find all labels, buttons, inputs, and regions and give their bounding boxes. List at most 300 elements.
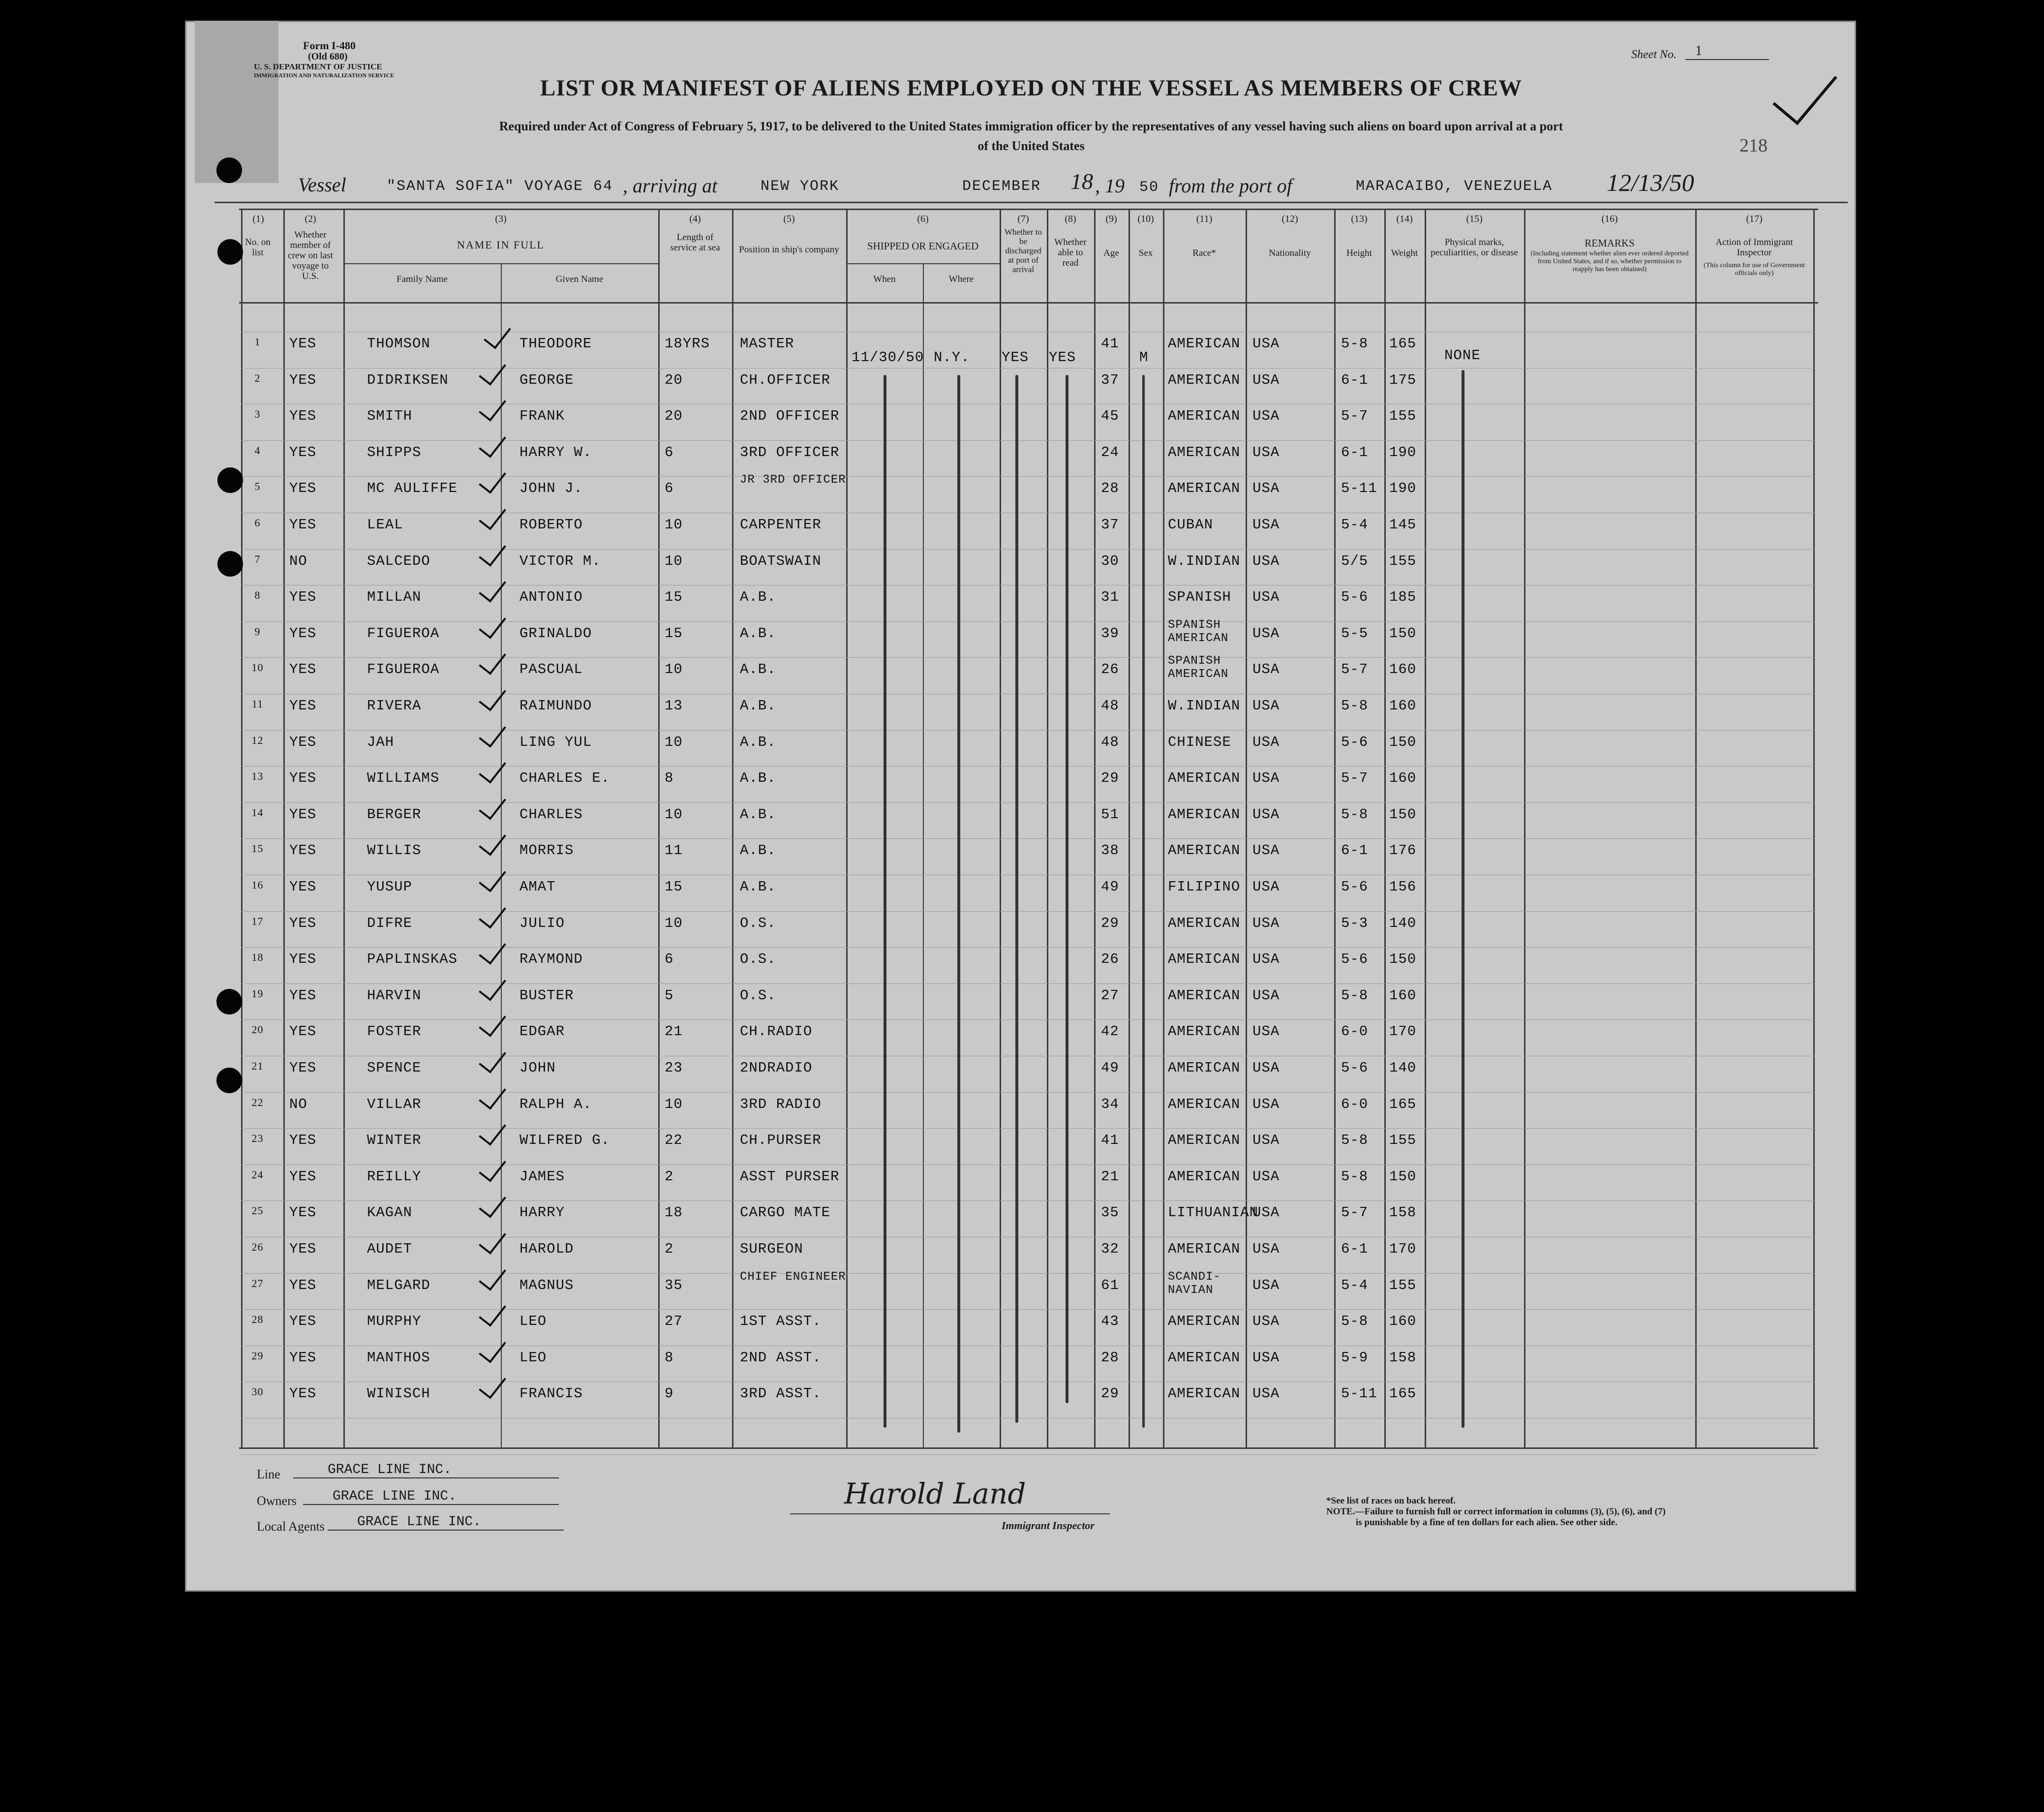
cell-service: 10 <box>665 661 683 678</box>
cell-age: 26 <box>1101 951 1119 968</box>
line-value: GRACE LINE INC. <box>293 1462 559 1478</box>
cell-position: A.B. <box>740 625 776 642</box>
cell-race: SPANISH AMERICAN <box>1168 618 1229 645</box>
cell-no: 23 <box>251 1132 264 1145</box>
cell-family: MURPHY <box>367 1313 422 1330</box>
ditto-line-when <box>884 375 886 1428</box>
col-head-where: Where <box>948 274 974 284</box>
cell-no: 28 <box>251 1313 264 1326</box>
cell-given: AMAT <box>519 879 556 895</box>
col-head-action-detail: (This column for use of Government officials only) <box>1704 262 1805 277</box>
col-num-10: (10) <box>1137 214 1154 224</box>
cell-position: BOATSWAIN <box>740 553 822 569</box>
cell-given: LING YUL <box>519 734 592 750</box>
cell-no: 21 <box>251 1060 264 1072</box>
cell-height: 5-7 <box>1341 1204 1369 1221</box>
col-head-remarks: REMARKS <box>1585 237 1635 249</box>
cell-service: 13 <box>665 698 683 714</box>
year-prefix: , 19 <box>1095 175 1125 197</box>
cell-last: YES <box>289 806 317 823</box>
check-mark <box>479 501 506 530</box>
cell-service: 15 <box>665 625 683 642</box>
cell-race: W.INDIAN <box>1168 553 1241 569</box>
row-line <box>241 911 1815 912</box>
row-line <box>241 730 1815 731</box>
cell-age: 45 <box>1101 408 1119 425</box>
cell-family: THOMSON <box>367 336 430 352</box>
cell-weight: 150 <box>1389 734 1417 750</box>
binder-hole <box>217 467 243 493</box>
col-num-14: (14) <box>1396 214 1413 224</box>
owners-label: Owners <box>257 1494 297 1508</box>
cell-given: RAIMUNDO <box>519 698 592 714</box>
line-label: Line <box>257 1467 280 1481</box>
cell-position: O.S. <box>740 987 776 1004</box>
cell-last: YES <box>289 1023 317 1040</box>
cell-race: FILIPINO <box>1168 879 1241 895</box>
cell-age: 28 <box>1101 480 1119 497</box>
column-line <box>1524 209 1525 1448</box>
cell-family: BERGER <box>367 806 422 823</box>
col-head-sex: Sex <box>1138 248 1153 258</box>
row-line <box>241 983 1815 984</box>
cell-weight: 160 <box>1389 698 1417 714</box>
cell-given: WILFRED G. <box>519 1132 610 1149</box>
binder-hole <box>217 551 243 577</box>
cell-family: PAPLINSKAS <box>367 951 458 968</box>
cell-nat: USA <box>1252 1385 1280 1402</box>
check-mark <box>479 646 506 675</box>
sheet-label: Sheet No. <box>1631 48 1677 61</box>
col-head-last-voyage: Whether member of crew on last voyage to U.S. <box>288 230 333 281</box>
cell-position: A.B. <box>740 734 776 750</box>
cell-family: MELGARD <box>367 1277 430 1293</box>
row-line <box>241 1092 1815 1093</box>
cell-height: 5-8 <box>1341 1132 1369 1149</box>
cell-weight: 150 <box>1389 806 1417 823</box>
cell-service: 2 <box>665 1241 674 1257</box>
column-line <box>846 209 848 1448</box>
cell-given: HARRY W. <box>519 444 592 461</box>
col-head-service: Length of service at sea <box>670 232 720 253</box>
cell-nat: USA <box>1252 1060 1280 1076</box>
cell-service: 9 <box>665 1385 674 1402</box>
cell-no: 8 <box>254 589 261 602</box>
binder-hole <box>216 157 242 183</box>
check-mark <box>479 682 506 711</box>
cell-nat: USA <box>1252 1241 1280 1257</box>
cell-weight: 165 <box>1389 1096 1417 1112</box>
cell-last: YES <box>289 1168 317 1185</box>
cell-last: YES <box>289 1313 317 1330</box>
cell-last: YES <box>289 879 317 895</box>
cell-nat: USA <box>1252 734 1280 750</box>
cell-given: JULIO <box>519 915 565 931</box>
cell-height: 5-6 <box>1341 734 1369 750</box>
cell-no: 3 <box>254 408 261 421</box>
cell-weight: 140 <box>1389 915 1417 931</box>
cell-weight: 160 <box>1389 1313 1417 1330</box>
check-mark <box>479 573 506 602</box>
shipped-when-value: 11/30/50 <box>852 349 924 366</box>
cell-weight: 150 <box>1389 1168 1417 1185</box>
check-mark <box>479 899 506 928</box>
cell-family: FIGUEROA <box>367 661 440 678</box>
check-mark <box>479 356 506 385</box>
check-mark <box>479 610 506 639</box>
cell-height: 5-8 <box>1341 698 1369 714</box>
cell-height: 6-1 <box>1341 1241 1369 1257</box>
cell-nat: USA <box>1252 625 1280 642</box>
check-mark <box>479 935 506 964</box>
from-port: MARACAIBO, VENEZUELA <box>1356 178 1553 195</box>
sex-value: M <box>1139 349 1149 366</box>
cell-given: VICTOR M. <box>519 553 601 569</box>
cell-age: 21 <box>1101 1168 1119 1185</box>
cell-position: JR 3RD OFFICER <box>740 473 846 487</box>
cell-family: MANTHOS <box>367 1349 430 1366</box>
cell-service: 15 <box>665 589 683 606</box>
cell-age: 41 <box>1101 1132 1119 1149</box>
cell-age: 41 <box>1101 336 1119 352</box>
table-top-border <box>239 209 1818 210</box>
cell-nat: USA <box>1252 661 1280 678</box>
cell-family: HARVIN <box>367 987 422 1004</box>
cell-no: 9 <box>254 625 261 638</box>
cell-no: 18 <box>251 951 264 964</box>
cell-given: GRINALDO <box>519 625 592 642</box>
row-line <box>241 1454 1815 1455</box>
cell-last: NO <box>289 553 307 569</box>
check-mark <box>479 791 506 820</box>
cell-last: YES <box>289 1204 317 1221</box>
cell-age: 29 <box>1101 770 1119 787</box>
agents-value: GRACE LINE INC. <box>328 1514 564 1531</box>
check-mark <box>479 429 506 458</box>
cell-given: CHARLES <box>519 806 583 823</box>
cell-given: ANTONIO <box>519 589 583 606</box>
cell-no: 14 <box>251 806 264 819</box>
row-line <box>241 838 1815 839</box>
cell-age: 43 <box>1101 1313 1119 1330</box>
cell-position: O.S. <box>740 915 776 931</box>
col-head-family-name: Family Name <box>397 274 448 284</box>
cell-height: 6-1 <box>1341 444 1369 461</box>
cell-family: JAH <box>367 734 395 750</box>
cell-height: 5-5 <box>1341 625 1369 642</box>
table-bottom-border <box>239 1447 1818 1449</box>
cell-nat: USA <box>1252 1096 1280 1112</box>
cell-last: YES <box>289 336 317 352</box>
cell-race: SPANISH AMERICAN <box>1168 654 1229 681</box>
cell-race: AMERICAN <box>1168 842 1241 859</box>
cell-age: 42 <box>1101 1023 1119 1040</box>
col-head-no: No. on list <box>245 237 271 258</box>
cell-last: YES <box>289 517 317 533</box>
cell-age: 49 <box>1101 879 1119 895</box>
cell-given: FRANCIS <box>519 1385 583 1402</box>
cell-no: 10 <box>251 661 264 674</box>
cell-service: 6 <box>665 444 674 461</box>
cell-nat: USA <box>1252 1023 1280 1040</box>
cell-height: 5-7 <box>1341 408 1369 425</box>
page-title: LIST OR MANIFEST OF ALIENS EMPLOYED ON THE VESSEL AS MEMBERS OF CREW <box>540 75 1523 101</box>
cell-race: AMERICAN <box>1168 1241 1241 1257</box>
cell-position: CARPENTER <box>740 517 822 533</box>
cell-service: 10 <box>665 806 683 823</box>
col-head-height: Height <box>1346 248 1372 258</box>
cell-age: 24 <box>1101 444 1119 461</box>
column-line <box>1094 209 1096 1448</box>
cell-height: 5-6 <box>1341 589 1369 606</box>
cell-weight: 176 <box>1389 842 1417 859</box>
row-line <box>241 621 1815 622</box>
col-head-remarks-detail: (Including statement whether alien ever ordered deported from United States, and if so, whether permission to reapply has been obtained) <box>1530 250 1689 273</box>
cell-nat: USA <box>1252 1313 1280 1330</box>
cell-age: 31 <box>1101 589 1119 606</box>
cell-weight: 155 <box>1389 408 1417 425</box>
cell-no: 11 <box>251 698 264 710</box>
cell-weight: 165 <box>1389 336 1417 352</box>
check-mark <box>479 1153 506 1182</box>
form-old: (Old 680) <box>308 51 348 62</box>
cell-no: 16 <box>251 879 264 891</box>
cell-service: 10 <box>665 1096 683 1112</box>
cell-nat: USA <box>1252 589 1280 606</box>
cell-position: A.B. <box>740 661 776 678</box>
cell-service: 10 <box>665 915 683 931</box>
cell-service: 27 <box>665 1313 683 1330</box>
check-mark <box>479 718 506 747</box>
cell-given: HARRY <box>519 1204 565 1221</box>
cell-weight: 155 <box>1389 1277 1417 1293</box>
cell-position: SURGEON <box>740 1241 803 1257</box>
cell-nat: USA <box>1252 987 1280 1004</box>
cell-race: AMERICAN <box>1168 480 1241 497</box>
cell-given: THEODORE <box>519 336 592 352</box>
col-head-name: NAME IN FULL <box>457 239 545 251</box>
binder-hole <box>216 989 242 1014</box>
cell-nat: USA <box>1252 1277 1280 1293</box>
cell-no: 5 <box>254 480 261 493</box>
check-mark <box>479 1080 506 1109</box>
ditto-line-discharged <box>1015 375 1018 1423</box>
cell-service: 10 <box>665 734 683 750</box>
col-head-action: Action of Immigrant Inspector <box>1715 237 1793 258</box>
cell-given: MORRIS <box>519 842 574 859</box>
cell-family: WILLIAMS <box>367 770 440 787</box>
marks-value: NONE <box>1444 347 1481 364</box>
arrival-day: 18 <box>1070 169 1093 194</box>
cell-no: 1 <box>254 336 261 348</box>
col-num-3: (3) <box>495 214 507 224</box>
cell-height: 5-8 <box>1341 1313 1369 1330</box>
cell-last: YES <box>289 480 317 497</box>
cell-race: AMERICAN <box>1168 371 1241 388</box>
cell-position: 2NDRADIO <box>740 1060 813 1076</box>
row-line <box>241 368 1815 369</box>
cell-position: 3RD OFFICER <box>740 444 840 461</box>
cell-family: FIGUEROA <box>367 625 440 642</box>
cell-position: A.B. <box>740 698 776 714</box>
col-num-7: (7) <box>1017 214 1029 224</box>
row-line <box>241 1019 1815 1020</box>
col-head-shipped: SHIPPED OR ENGAGED <box>867 240 979 252</box>
cell-nat: USA <box>1252 1132 1280 1149</box>
cell-race: AMERICAN <box>1168 915 1241 931</box>
cell-last: YES <box>289 1241 317 1257</box>
check-mark <box>479 827 506 856</box>
cell-race: AMERICAN <box>1168 1168 1241 1185</box>
cell-position: A.B. <box>740 879 776 895</box>
check-mark <box>479 1044 506 1073</box>
cell-age: 48 <box>1101 734 1119 750</box>
check-mark <box>484 320 511 349</box>
cell-race: LITHUANIAN <box>1168 1204 1259 1221</box>
cell-service: 20 <box>665 371 683 388</box>
cell-given: GEORGE <box>519 371 574 388</box>
col-num-13: (13) <box>1351 214 1368 224</box>
cell-family: DIDRIKSEN <box>367 371 449 388</box>
cell-given: PASCUAL <box>519 661 583 678</box>
cell-family: DIFRE <box>367 915 413 931</box>
row-line <box>241 1309 1815 1310</box>
form-service: IMMIGRATION AND NATURALIZATION SERVICE <box>254 72 395 79</box>
cell-given: LEO <box>519 1349 547 1366</box>
cell-no: 30 <box>251 1385 264 1398</box>
cell-nat: USA <box>1252 1204 1280 1221</box>
cell-family: AUDET <box>367 1241 413 1257</box>
cell-family: REILLY <box>367 1168 422 1185</box>
row-line <box>241 1273 1815 1274</box>
cell-weight: 160 <box>1389 987 1417 1004</box>
cell-given: ROBERTO <box>519 517 583 533</box>
cell-age: 32 <box>1101 1241 1119 1257</box>
cell-position: 2ND OFFICER <box>740 408 840 425</box>
subtitle-line-2: of the United States <box>977 139 1085 153</box>
cell-service: 11 <box>665 842 683 859</box>
cell-height: 6-0 <box>1341 1096 1369 1112</box>
cell-last: YES <box>289 1277 317 1293</box>
cell-service: 10 <box>665 517 683 533</box>
cell-nat: USA <box>1252 371 1280 388</box>
cell-family: SALCEDO <box>367 553 430 569</box>
cell-age: 61 <box>1101 1277 1119 1293</box>
cell-given: CHARLES E. <box>519 770 610 787</box>
footnote-fine-1: NOTE.—Failure to furnish full or correct information in columns (3), (5), (6), and (7) <box>1326 1506 1666 1517</box>
cell-age: 49 <box>1101 1060 1119 1076</box>
col-head-given-name: Given Name <box>555 274 604 284</box>
cell-race: AMERICAN <box>1168 1060 1241 1076</box>
cell-given: EDGAR <box>519 1023 565 1040</box>
col-num-12: (12) <box>1281 214 1298 224</box>
check-mark <box>479 1370 506 1399</box>
cell-race: AMERICAN <box>1168 444 1241 461</box>
cell-last: YES <box>289 1060 317 1076</box>
cell-last: YES <box>289 987 317 1004</box>
cell-height: 5-8 <box>1341 1168 1369 1185</box>
cell-race: AMERICAN <box>1168 806 1241 823</box>
cell-age: 34 <box>1101 1096 1119 1112</box>
from-port-label: from the port of <box>1169 175 1292 197</box>
cell-height: 5-6 <box>1341 951 1369 968</box>
cell-race: CUBAN <box>1168 517 1214 533</box>
column-line <box>732 209 733 1448</box>
cell-last: YES <box>289 698 317 714</box>
cell-age: 28 <box>1101 1349 1119 1366</box>
cell-position: 1ST ASST. <box>740 1313 822 1330</box>
vessel-underline <box>214 202 1848 203</box>
cell-race: SPANISH <box>1168 589 1231 606</box>
binder-hole <box>217 239 243 265</box>
column-line <box>1334 209 1336 1448</box>
cell-height: 5-9 <box>1341 1349 1369 1366</box>
cell-no: 24 <box>251 1168 264 1181</box>
cell-last: YES <box>289 915 317 931</box>
form-dept: U. S. DEPARTMENT OF JUSTICE <box>254 62 382 71</box>
cell-family: MILLAN <box>367 589 422 606</box>
cell-service: 15 <box>665 879 683 895</box>
vessel-name: "SANTA SOFIA" VOYAGE 64 <box>387 178 613 195</box>
manifest-sheet <box>185 21 1856 1592</box>
cell-age: 26 <box>1101 661 1119 678</box>
cell-no: 20 <box>251 1023 264 1036</box>
cell-service: 8 <box>665 1349 674 1366</box>
ditto-line-sex <box>1142 375 1145 1428</box>
cell-last: YES <box>289 842 317 859</box>
cell-family: WINTER <box>367 1132 422 1149</box>
column-line <box>1163 209 1164 1448</box>
cell-height: 5-7 <box>1341 770 1369 787</box>
cell-nat: USA <box>1252 444 1280 461</box>
column-line <box>1695 209 1697 1448</box>
ditto-line-marks <box>1462 370 1464 1428</box>
cell-nat: USA <box>1252 1349 1280 1366</box>
cell-given: JOHN J. <box>519 480 583 497</box>
cell-position: CH.PURSER <box>740 1132 822 1149</box>
col-head-position: Position in ship's company <box>739 245 839 255</box>
column-line <box>1047 209 1048 1448</box>
col-num-5: (5) <box>783 214 795 224</box>
cell-weight: 140 <box>1389 1060 1417 1076</box>
cell-nat: USA <box>1252 879 1280 895</box>
read-value: YES <box>1049 349 1076 366</box>
row-line <box>241 440 1815 441</box>
row-line <box>241 1200 1815 1201</box>
cell-no: 22 <box>251 1096 264 1108</box>
subtitle-line-1: Required under Act of Congress of February 5, 1917, to be delivered to the United States immigration officer by the representatives of any vessel having such aliens on board upon arrival at a port <box>499 119 1563 133</box>
cell-service: 20 <box>665 408 683 425</box>
cell-race: AMERICAN <box>1168 1096 1241 1112</box>
check-mark <box>479 1116 506 1145</box>
cell-position: CH.RADIO <box>740 1023 813 1040</box>
check-mark <box>479 1189 506 1218</box>
cell-weight: 145 <box>1389 517 1417 533</box>
cell-weight: 165 <box>1389 1385 1417 1402</box>
arrival-port: NEW YORK <box>761 178 840 195</box>
cell-height: 5-11 <box>1341 1385 1377 1402</box>
cell-family: WILLIS <box>367 842 422 859</box>
cell-position: ASST PURSER <box>740 1168 840 1185</box>
check-mark <box>479 392 506 421</box>
check-mark <box>479 1225 506 1254</box>
cell-weight: 156 <box>1389 879 1417 895</box>
cell-given: RAYMOND <box>519 951 583 968</box>
cell-family: LEAL <box>367 517 403 533</box>
cell-nat: USA <box>1252 698 1280 714</box>
cell-nat: USA <box>1252 336 1280 352</box>
cell-height: 5-8 <box>1341 806 1369 823</box>
